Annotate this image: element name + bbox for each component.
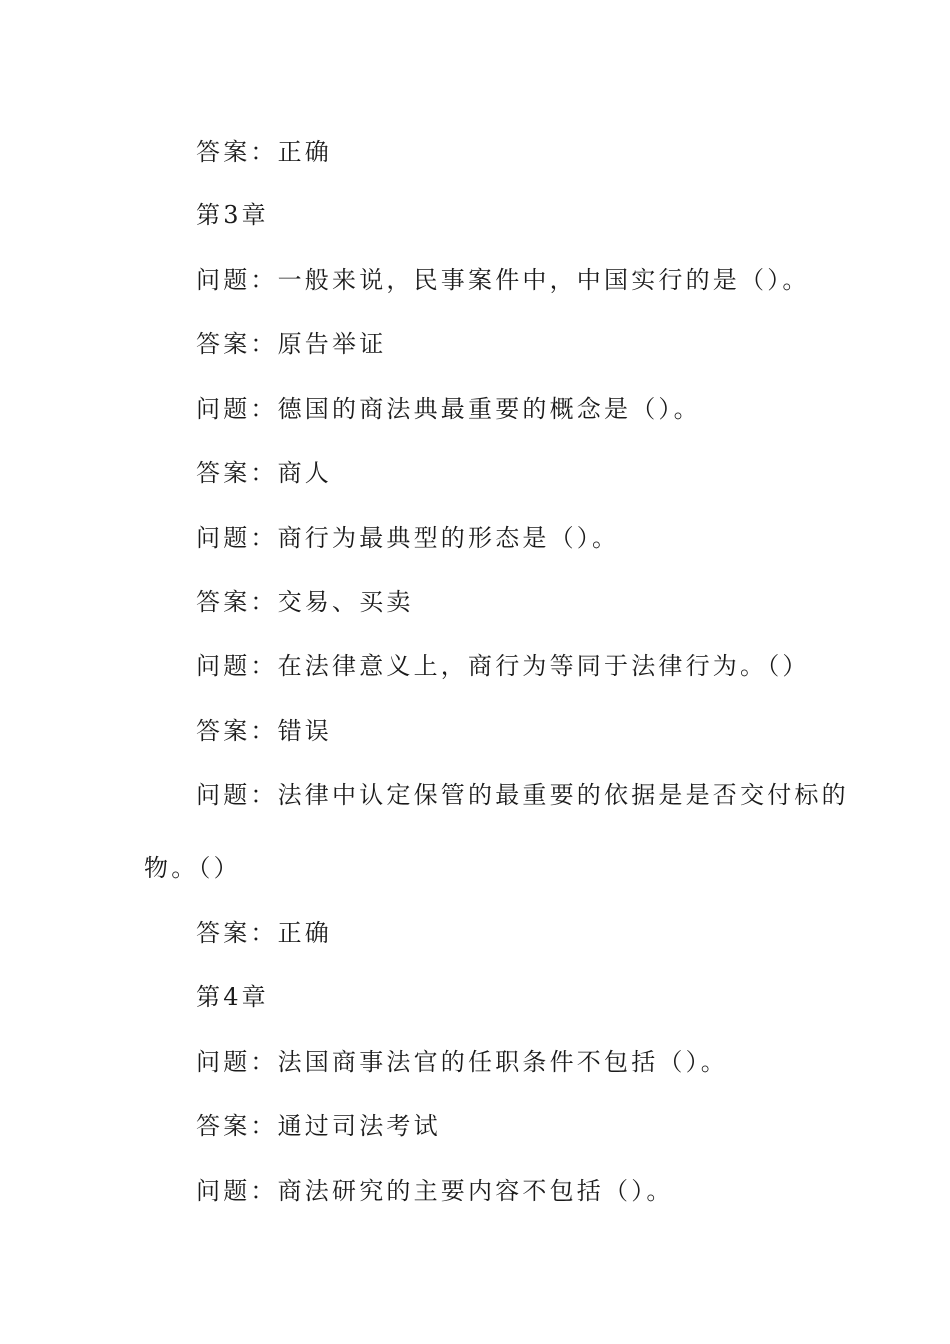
question-line-continuation: 物。（）	[144, 854, 241, 882]
answer-line: 答案：交易、买卖	[196, 588, 414, 616]
question-line: 问题：一般来说，民事案件中，中国实行的是（）。	[196, 266, 810, 294]
answer-line: 答案：商人	[196, 459, 332, 487]
question-line: 问题：商行为最典型的形态是（）。	[196, 524, 620, 552]
question-line: 问题：商法研究的主要内容不包括（）。	[196, 1177, 674, 1205]
answer-line: 答案：通过司法考试	[196, 1112, 441, 1140]
question-line: 问题：法律中认定保管的最重要的依据是是否交付标的	[196, 781, 849, 809]
question-line: 问题：德国的商法典最重要的概念是（）。	[196, 395, 701, 423]
answer-line: 答案：正确	[196, 919, 332, 947]
chapter-heading: 第3章	[196, 201, 269, 229]
answer-line: 答案：错误	[196, 717, 332, 745]
question-line: 问题：在法律意义上，商行为等同于法律行为。（）	[196, 652, 810, 680]
answer-line: 答案：正确	[196, 138, 332, 166]
question-line: 问题：法国商事法官的任职条件不包括（）。	[196, 1048, 728, 1076]
chapter-heading: 第4章	[196, 983, 269, 1011]
answer-line: 答案：原告举证	[196, 330, 387, 358]
